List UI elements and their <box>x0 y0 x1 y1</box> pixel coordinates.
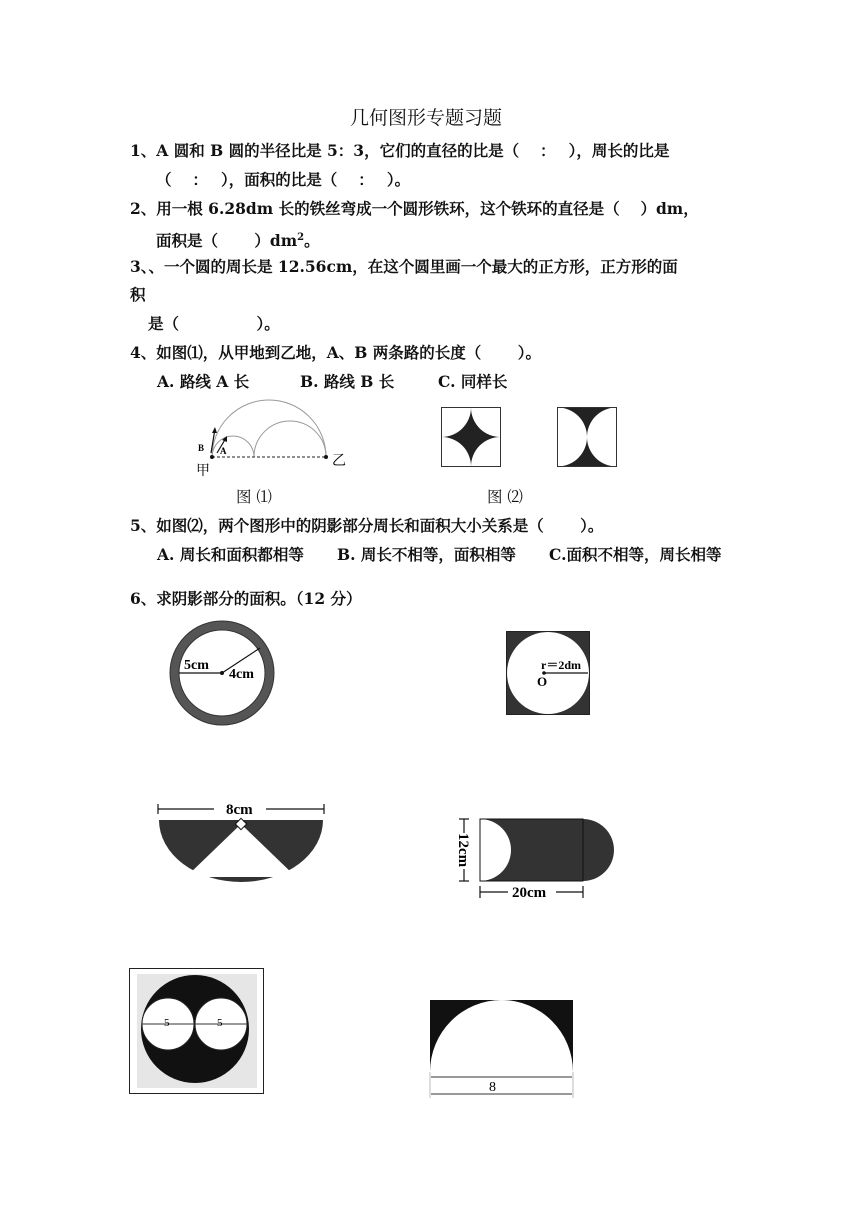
question-2-line-2 <box>156 228 320 251</box>
ring-figure <box>168 620 278 726</box>
question-1-line-1: 1、A 圆和 B 圆的半径比是 5：3，它们的直径的比是（ ： ），周长的比是 <box>130 141 670 160</box>
question-3-line-3: 是（ ）。 <box>148 314 280 333</box>
question-5-line-1: 5、如图⑵，两个图形中的阴影部分周长和面积大小关系是（ ）。 <box>130 516 604 535</box>
label-a: A <box>220 446 227 456</box>
label-b: B <box>198 443 205 453</box>
question-6-line-1: 6、求阴影部分的面积。（12 分） <box>130 589 362 608</box>
route-diagram <box>190 395 360 480</box>
question-4-option-c: C. 同样长 <box>438 372 508 391</box>
question-4-option-b: B. 路线 B 长 <box>300 372 395 391</box>
arch-width-label: 8 <box>489 1080 496 1095</box>
question-1-line-2: （ ： ），面积的比是（ ： ）。 <box>156 170 411 189</box>
length-label: 20cm <box>512 885 547 901</box>
arrow-b-head-icon <box>212 427 217 433</box>
circle-two-circles-figure <box>129 968 265 1094</box>
ring-label-outer: 5cm <box>184 658 209 673</box>
question-3-line-2: 积 <box>130 285 146 304</box>
point-yi <box>324 455 328 459</box>
question-3-line-1: 3、、一个圆的周长是 12.56cm，在这个圆里画一个最大的正方形，正方形的面 <box>130 257 678 276</box>
arch-rectangle-figure <box>428 998 580 1102</box>
arches-square-figure <box>557 407 617 467</box>
page-title: 几何图形专题习题 <box>350 107 503 129</box>
route-a-arc-large <box>254 421 326 457</box>
question-2-line-1: 2、用一根 6.28dm 长的铁丝弯成一个圆形铁环，这个铁环的直径是（ ）dm， <box>130 199 699 218</box>
center-label: O <box>537 674 548 689</box>
width-label: 8cm <box>226 802 253 818</box>
right-diameter-label: 5 <box>217 1017 223 1029</box>
route-a-arc-small <box>212 436 254 457</box>
question-2-line-2-end: 。 <box>304 231 320 251</box>
ring-label-inner: 4cm <box>229 667 254 682</box>
question-5-option-a: A. 周长和面积都相等 <box>157 545 304 564</box>
star-square-figure <box>441 407 501 467</box>
question-5-option-b: B. 周长不相等，面积相等 <box>337 545 516 564</box>
figure-2-caption: 图 ⑵ <box>487 488 523 506</box>
route-b-arc <box>212 400 326 457</box>
radius-label: r＝2dm <box>541 658 581 672</box>
rectangle-semicircle-figure <box>456 815 616 903</box>
height-label: 12cm <box>455 833 471 868</box>
ring-center-dot <box>220 671 224 675</box>
question-2-line-2-text: 面积是（ ）dm <box>156 231 298 251</box>
question-4-line-1: 4、如图⑴，从甲地到乙地，A、B 两条路的长度（ ）。 <box>130 343 541 362</box>
figure-1-caption: 图 ⑴ <box>236 488 272 506</box>
semicircle-triangle-figure <box>156 800 328 886</box>
question-4-option-a: A. 路线 A 长 <box>157 372 250 391</box>
right-shaded-semicircle <box>583 819 614 881</box>
question-2-superscript: 2 <box>297 232 305 243</box>
point-jia <box>210 455 214 459</box>
label-jia: 甲 <box>196 464 210 479</box>
label-yi: 乙 <box>332 454 346 469</box>
square-circle-figure <box>506 631 590 715</box>
question-5-option-c: C.面积不相等，周长相等 <box>549 545 722 564</box>
left-diameter-label: 5 <box>164 1017 170 1029</box>
